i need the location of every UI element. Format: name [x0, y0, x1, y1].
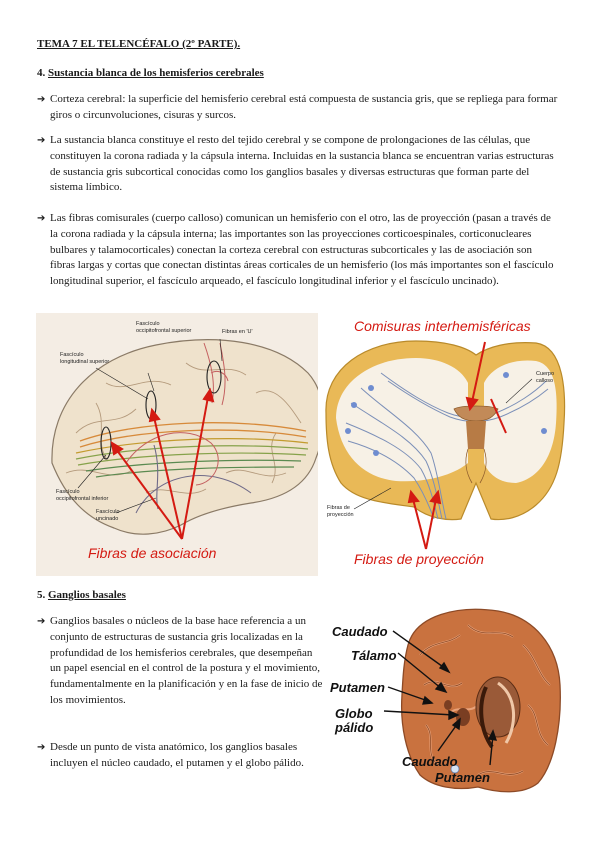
label-fibras-u: Fibras en 'U'	[222, 329, 253, 335]
coronal-section-drawing	[318, 313, 566, 576]
basal-ganglia-figure	[328, 605, 564, 793]
label-caudado-top: Caudado	[332, 624, 388, 639]
label-comisuras: Comisuras interhemisféricas	[354, 318, 531, 334]
bullet-text: Ganglios basales o núcleos de la base hace referencia a un conjunto de estructuras de sustancia gris localizadas en la profundidad de los hemisferios cerebrales, que desempeñan un papel esencial en el control de la postura y el movimiento, fundamentalmente en la planificación y en la fase de inicio de los movimientos.	[50, 615, 323, 706]
label-fibras-proyeccion-small: Fibras de proyección	[327, 505, 354, 518]
label-palido: pálido	[335, 720, 374, 735]
label-putamen-left: Putamen	[330, 680, 385, 695]
label-talamo: Tálamo	[351, 648, 397, 663]
bullet-text: La sustancia blanca constituye el resto del tejido cerebral y se compone de prolongaciones de las células, que constituyen la corona radiada y la cápsula interna. Incluidas en la sustancia blanca se encuentran varias estructuras de sustancia gris subcortical conocidas como los ganglios basales y diversas estructuras que forman parte del sistema límbico.	[50, 134, 554, 194]
label-cuerpo-calloso: Cuerpo calloso	[536, 371, 555, 384]
list-item	[37, 614, 324, 709]
list-item	[37, 133, 559, 196]
section-5-title: Ganglios basales	[48, 589, 126, 601]
label-caudado-bottom: Caudado	[402, 754, 458, 769]
label-globo: Globo	[335, 706, 373, 721]
arrow-right-icon: ➔	[37, 742, 46, 753]
section-4-title: Sustancia blanca de los hemisferios cerebrales	[48, 67, 264, 79]
bullet-text: Las fibras comisurales (cuerpo calloso) comunican un hemisferio con el otro, las de proyección (pasan a través de la corona radiada y la cápsula interna; las importantes son las proyecciones corticoespinales, corticonucleares bulbares y talamocorticales) conectan la corteza cerebral con estructuras subcorticales y las de asociación son fibras largas y cortas que conectan distintas áreas corticales de un hemisferio (los más importantes son el fascículo longitudinal superior, el fascículo arqueado, el fascículo longitudinal inferior y el fascículo uncinado).	[50, 212, 554, 288]
arrow-right-icon: ➔	[37, 213, 46, 224]
arrow-right-icon: ➔	[37, 94, 46, 105]
list-item	[37, 740, 324, 772]
bullet-text: Corteza cerebral: la superficie del hemisferio cerebral está compuesta de sustancia gris, que se repliega para formar giros o circunvoluciones, cisuras y surcos.	[50, 93, 558, 121]
section-4-heading	[37, 67, 264, 79]
label-fibras-asociacion: Fibras de asociación	[88, 545, 217, 561]
arrow-right-icon: ➔	[37, 135, 46, 146]
label-fibras-proyeccion: Fibras de proyección	[354, 551, 484, 567]
label-fasc-occ-inf: Fascículo occipitofrontal inferior	[56, 489, 109, 502]
white-matter-figure	[36, 313, 566, 576]
section-4-number: 4.	[37, 67, 46, 79]
section-5-number: 5.	[37, 589, 46, 601]
section-5-heading	[37, 589, 126, 601]
white-matter-illustration	[36, 313, 566, 576]
label-fasc-long-sup: Fascículo longitudinal superior	[60, 352, 110, 365]
list-item	[37, 211, 559, 290]
label-fasc-uncinado: Fascículo uncinado	[96, 509, 120, 522]
bullet-text: Desde un punto de vista anatómico, los ganglios basales incluyen el núcleo caudado, el putamen y el globo pálido.	[50, 741, 304, 769]
page-title: TEMA 7 EL TELENCÉFALO (2º PARTE).	[37, 38, 241, 50]
label-putamen-bottom: Putamen	[435, 770, 490, 785]
label-fasc-occ-sup: Fascículo occipitofrontal superior	[136, 321, 192, 334]
arrow-right-icon: ➔	[37, 616, 46, 627]
list-item	[37, 92, 559, 124]
